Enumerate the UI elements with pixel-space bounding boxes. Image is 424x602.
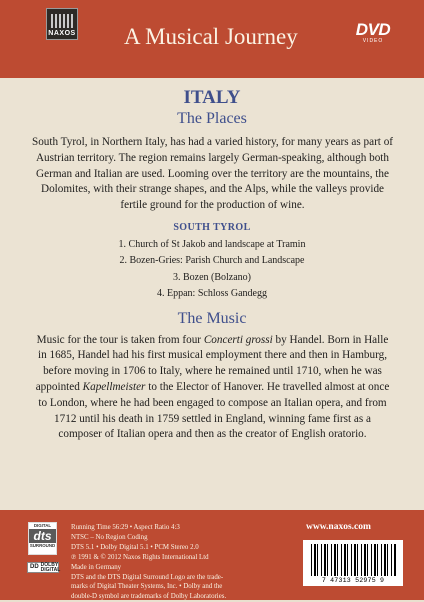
region-heading: SOUTH TYROL (173, 221, 251, 233)
website-url: www.naxos.com (306, 522, 371, 532)
dolby-logo-text: DOLBY DIGITAL (40, 561, 61, 573)
list-item: 2. Bozen-Gries: Parish Church and Landscape (119, 255, 305, 267)
music-heading: The Music (177, 309, 247, 327)
barcode (303, 540, 403, 586)
dvd-logo-subtext: VIDEO (362, 38, 384, 44)
dts-logo-mark: dts (29, 529, 56, 543)
tech-line: double-D symbol are trademarks of Dolby Laboratories. (71, 593, 227, 601)
series-title: A Musical Journey (124, 24, 298, 49)
technical-info (71, 523, 301, 602)
dolby-double-d-icon: DD (30, 564, 39, 570)
dts-logo-bottom: SURROUND (29, 543, 56, 548)
dts-logo-top: DIGITAL (33, 523, 52, 528)
music-text-italic: Kapellmeister (82, 381, 146, 393)
barcode-digits: 7 47313 52975 9 (321, 577, 385, 584)
dvd-video-logo (350, 22, 396, 44)
header-band (0, 0, 424, 78)
dvd-logo-text: DVD (355, 20, 391, 39)
tech-line: DTS and the DTS Digital Surround Logo are the trade- (71, 573, 224, 581)
places-text: South Tyrol, in Northern Italy, has had a varied history, for many years as part of Austrian territory. The region remains largely German-speaking, although both German and Italian are used. Looming over the territory are the mountains, the Dolomites, with their strange shapes, and the Alps, while the valleys provide fertile ground for the production of wine. (31, 136, 394, 212)
naxos-logo (46, 8, 78, 40)
music-text-part: to the Elector of Hanover. He travelled almost at once to London, where he had been engaged to compose an Italian opera, and from 1712 until his death in 1759 settled in England, winning fame first as a composer of Italian opera and then as the creator of English oratorio. (38, 381, 390, 441)
list-item: 3. Bozen (Bolzano) (172, 271, 252, 283)
tech-line: Running Time 56:29 • Aspect Ratio 4:3 (71, 524, 180, 531)
list-item: 1. Church of St Jakob and landscape at Tramin (118, 238, 306, 250)
page-title: ITALY (183, 87, 241, 108)
music-text-italic: Concerti grossi (203, 333, 273, 346)
music-text (31, 333, 394, 444)
tech-line: Made in Germany (71, 563, 122, 571)
barcode-bars-icon (311, 544, 397, 576)
chapter-list (0, 237, 424, 303)
music-text-part: by Handel. Born in Halle in 1685, Handel had his first musical employment there and then in Hamburg, before moving in 1706 to Italy, where he remained until 1710, when he was appointed (35, 333, 389, 393)
main-content (0, 78, 424, 443)
music-text-part: Music for the tour is taken from four (36, 333, 204, 346)
tech-line: marks of Digital Theater Systems, Inc. • Dolby and the (71, 583, 223, 591)
dolby-logo (27, 562, 59, 573)
tech-line: NTSC – No Region Coding (71, 533, 148, 541)
logo-text: NAXOS (48, 30, 76, 37)
places-heading: The Places (177, 110, 247, 127)
tech-line: DTS 5.1 • Dolby Digital 5.1 • PCM Stereo 2.0 (71, 543, 199, 551)
list-item: 4. Eppan: Schloss Gandegg (157, 288, 267, 300)
tech-line: ℗ 1991 & © 2012 Naxos Rights International Ltd (71, 553, 209, 561)
logo-pillars-icon (51, 14, 73, 28)
dts-logo (28, 522, 57, 555)
footer-band (0, 510, 424, 600)
